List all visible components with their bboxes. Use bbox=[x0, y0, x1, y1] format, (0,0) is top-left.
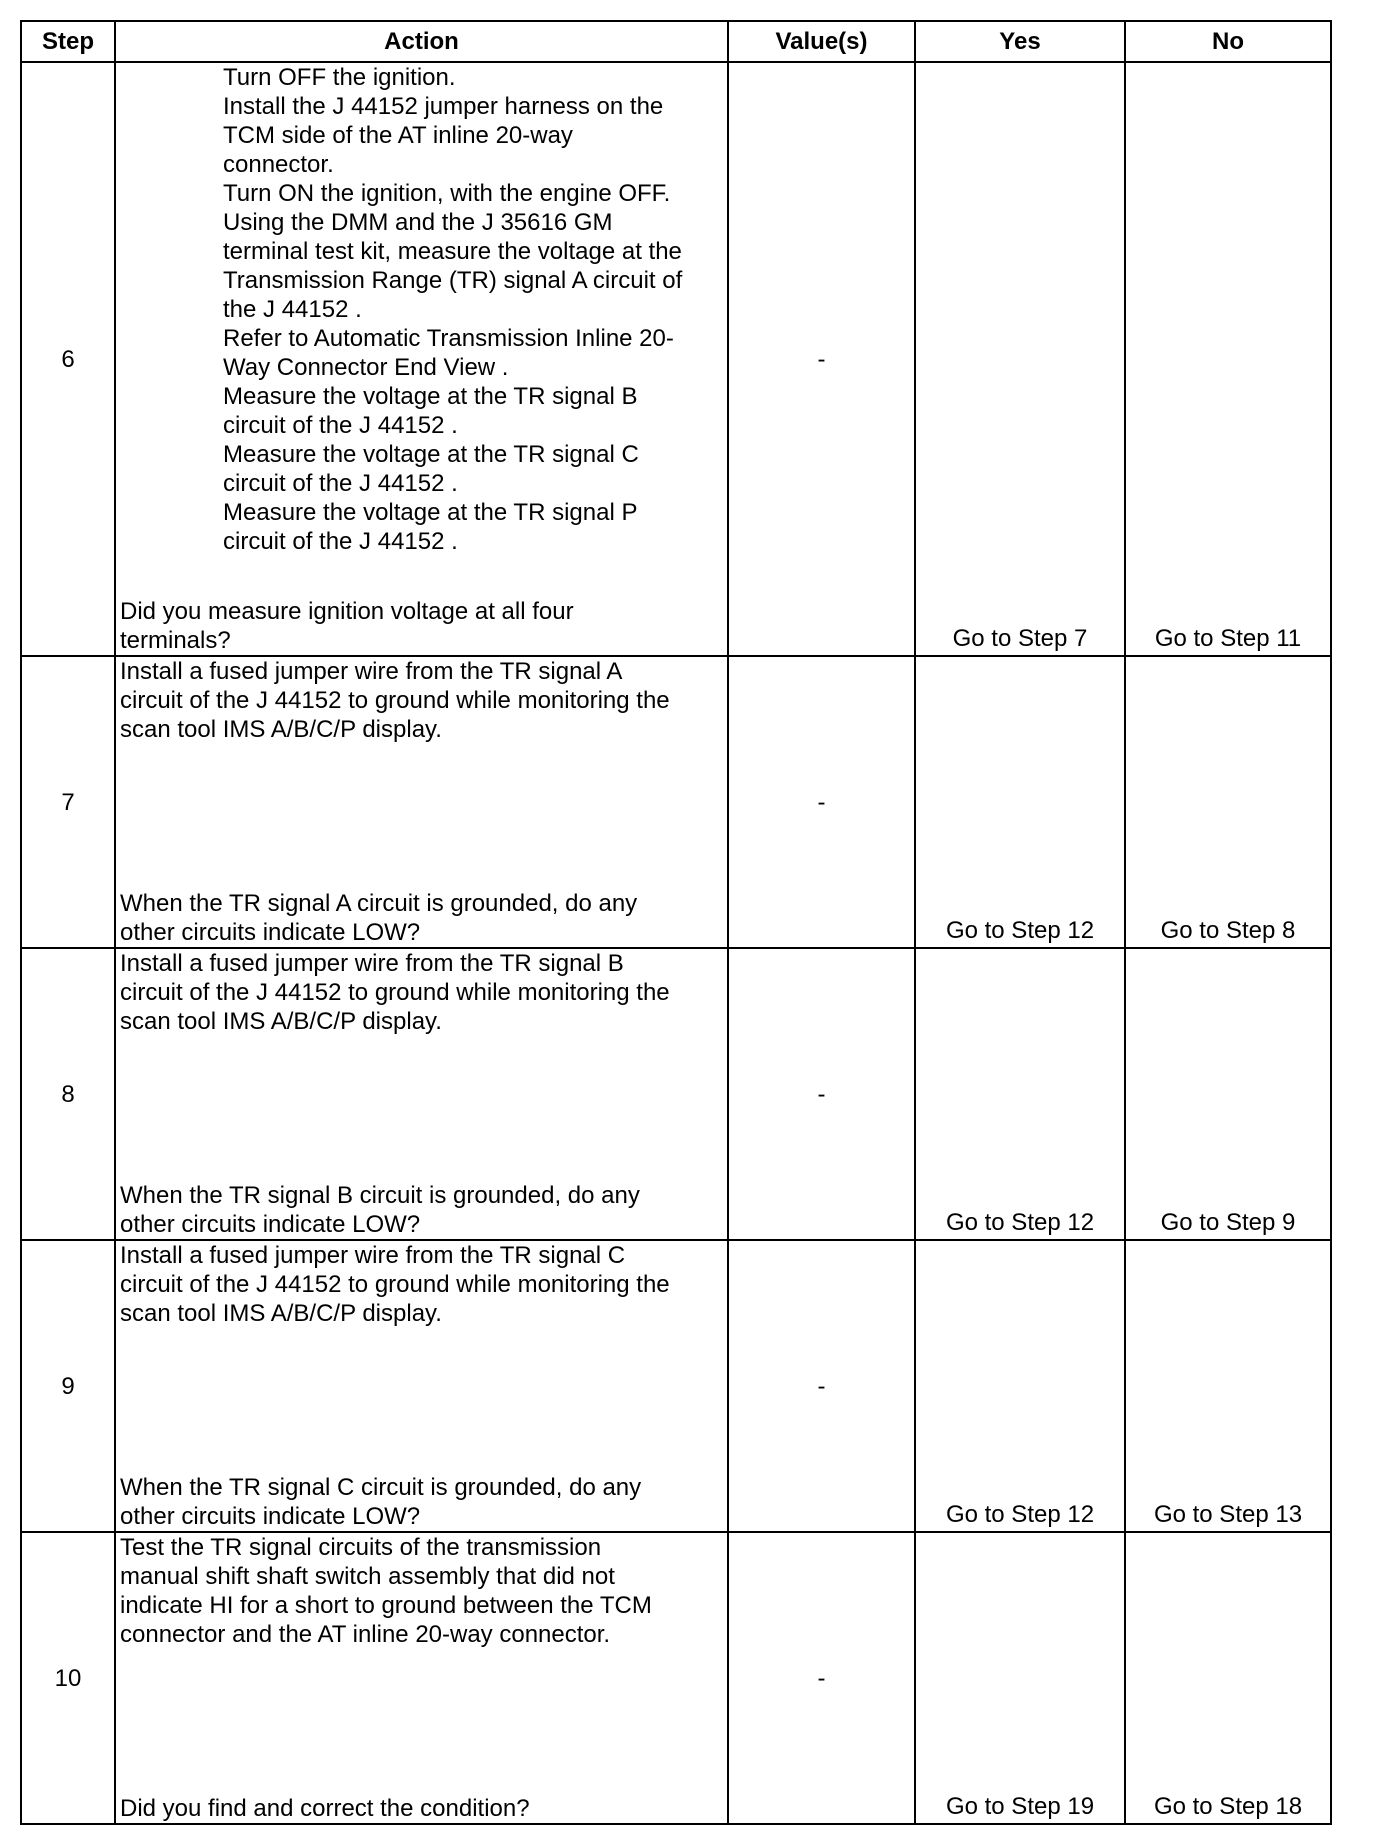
action-line: connector and the AT inline 20-way connector. bbox=[120, 1621, 611, 1648]
action-line: Refer to Automatic Transmission Inline 20- bbox=[223, 325, 674, 352]
action-line: TCM side of the AT inline 20-way bbox=[223, 122, 573, 149]
action-content bbox=[120, 657, 723, 947]
header-no: No bbox=[1125, 21, 1331, 62]
action-line: scan tool IMS A/B/C/P display. bbox=[120, 1300, 442, 1327]
question-line: When the TR signal A circuit is grounded, do any bbox=[120, 890, 638, 917]
value-cell: - bbox=[728, 948, 915, 1240]
step-number: 10 bbox=[21, 1532, 115, 1824]
action-line: circuit of the J 44152 to ground while monitoring the bbox=[120, 1271, 670, 1298]
action-line: Measure the voltage at the TR signal P bbox=[223, 499, 638, 526]
action-intro bbox=[120, 657, 723, 744]
question-line: other circuits indicate LOW? bbox=[120, 1503, 421, 1530]
action-line: Install a fused jumper wire from the TR signal A bbox=[120, 658, 623, 685]
action-line: circuit of the J 44152 . bbox=[223, 470, 458, 497]
action-line: Using the DMM and the J 35616 GM bbox=[223, 209, 613, 236]
step-number: 6 bbox=[21, 62, 115, 656]
action-question bbox=[120, 597, 723, 655]
action-line: Turn OFF the ignition. bbox=[223, 64, 456, 91]
step-number: 9 bbox=[21, 1240, 115, 1532]
action-line: Test the TR signal circuits of the transmission bbox=[120, 1534, 602, 1561]
action-cell bbox=[115, 62, 728, 656]
action-line: circuit of the J 44152 . bbox=[223, 528, 458, 555]
header-yes: Yes bbox=[915, 21, 1125, 62]
action-question bbox=[120, 1473, 723, 1531]
step-number: 8 bbox=[21, 948, 115, 1240]
action-cell bbox=[115, 948, 728, 1240]
question-line: Did you measure ignition voltage at all four bbox=[120, 598, 574, 625]
action-line: Turn ON the ignition, with the engine OFF. bbox=[223, 180, 671, 207]
action-question bbox=[120, 889, 723, 947]
question-line: terminals? bbox=[120, 627, 231, 654]
action-intro bbox=[120, 1241, 723, 1328]
value-cell: - bbox=[728, 62, 915, 656]
yes-link[interactable]: Go to Step 7 bbox=[915, 62, 1125, 656]
action-content bbox=[120, 949, 723, 1239]
value-cell: - bbox=[728, 1240, 915, 1532]
value-cell: - bbox=[728, 1532, 915, 1824]
no-link[interactable]: Go to Step 18 bbox=[1125, 1532, 1331, 1824]
question-line: When the TR signal B circuit is grounded, do any bbox=[120, 1182, 640, 1209]
action-content bbox=[120, 1533, 723, 1823]
question-line: Did you find and correct the condition? bbox=[120, 1795, 530, 1822]
no-link[interactable]: Go to Step 13 bbox=[1125, 1240, 1331, 1532]
header-step: Step bbox=[21, 21, 115, 62]
header-row bbox=[21, 21, 1331, 62]
action-line: indicate HI for a short to ground between the TCM bbox=[120, 1592, 652, 1619]
no-link[interactable]: Go to Step 8 bbox=[1125, 656, 1331, 948]
action-line: Install the J 44152 jumper harness on the bbox=[223, 93, 664, 120]
action-line: circuit of the J 44152 to ground while monitoring the bbox=[120, 979, 670, 1006]
action-content bbox=[120, 63, 723, 655]
yes-link[interactable]: Go to Step 12 bbox=[915, 948, 1125, 1240]
header-action: Action bbox=[115, 21, 728, 62]
action-question bbox=[120, 1794, 723, 1823]
step-number: 7 bbox=[21, 656, 115, 948]
action-line: Install a fused jumper wire from the TR signal C bbox=[120, 1242, 626, 1269]
action-cell bbox=[115, 1240, 728, 1532]
action-line: Transmission Range (TR) signal A circuit of bbox=[223, 267, 683, 294]
action-line: scan tool IMS A/B/C/P display. bbox=[120, 716, 442, 743]
action-substeps bbox=[120, 63, 723, 556]
action-intro bbox=[120, 1533, 723, 1649]
yes-link[interactable]: Go to Step 12 bbox=[915, 656, 1125, 948]
question-line: other circuits indicate LOW? bbox=[120, 919, 421, 946]
action-intro bbox=[120, 949, 723, 1036]
action-line: circuit of the J 44152 . bbox=[223, 412, 458, 439]
action-line: scan tool IMS A/B/C/P display. bbox=[120, 1008, 442, 1035]
table-row bbox=[21, 1240, 1331, 1532]
table-row bbox=[21, 948, 1331, 1240]
action-line: Install a fused jumper wire from the TR signal B bbox=[120, 950, 624, 977]
action-line: terminal test kit, measure the voltage at the bbox=[223, 238, 682, 265]
action-line: manual shift shaft switch assembly that did not bbox=[120, 1563, 615, 1590]
yes-link[interactable]: Go to Step 12 bbox=[915, 1240, 1125, 1532]
action-line: connector. bbox=[223, 151, 334, 178]
question-line: When the TR signal C circuit is grounded, do any bbox=[120, 1474, 642, 1501]
diagnostic-table bbox=[20, 20, 1332, 1825]
yes-link[interactable]: Go to Step 19 bbox=[915, 1532, 1125, 1824]
header-value: Value(s) bbox=[728, 21, 915, 62]
value-cell: - bbox=[728, 656, 915, 948]
action-line: circuit of the J 44152 to ground while monitoring the bbox=[120, 687, 670, 714]
table-row bbox=[21, 656, 1331, 948]
no-link[interactable]: Go to Step 9 bbox=[1125, 948, 1331, 1240]
action-cell bbox=[115, 1532, 728, 1824]
table-row bbox=[21, 1532, 1331, 1824]
action-cell bbox=[115, 656, 728, 948]
question-line: other circuits indicate LOW? bbox=[120, 1211, 421, 1238]
action-content bbox=[120, 1241, 723, 1531]
action-line: Measure the voltage at the TR signal C bbox=[223, 441, 639, 468]
table-row bbox=[21, 62, 1331, 656]
action-line: the J 44152 . bbox=[223, 296, 362, 323]
action-line: Way Connector End View . bbox=[223, 354, 509, 381]
no-link[interactable]: Go to Step 11 bbox=[1125, 62, 1331, 656]
action-line: Measure the voltage at the TR signal B bbox=[223, 383, 638, 410]
action-question bbox=[120, 1181, 723, 1239]
